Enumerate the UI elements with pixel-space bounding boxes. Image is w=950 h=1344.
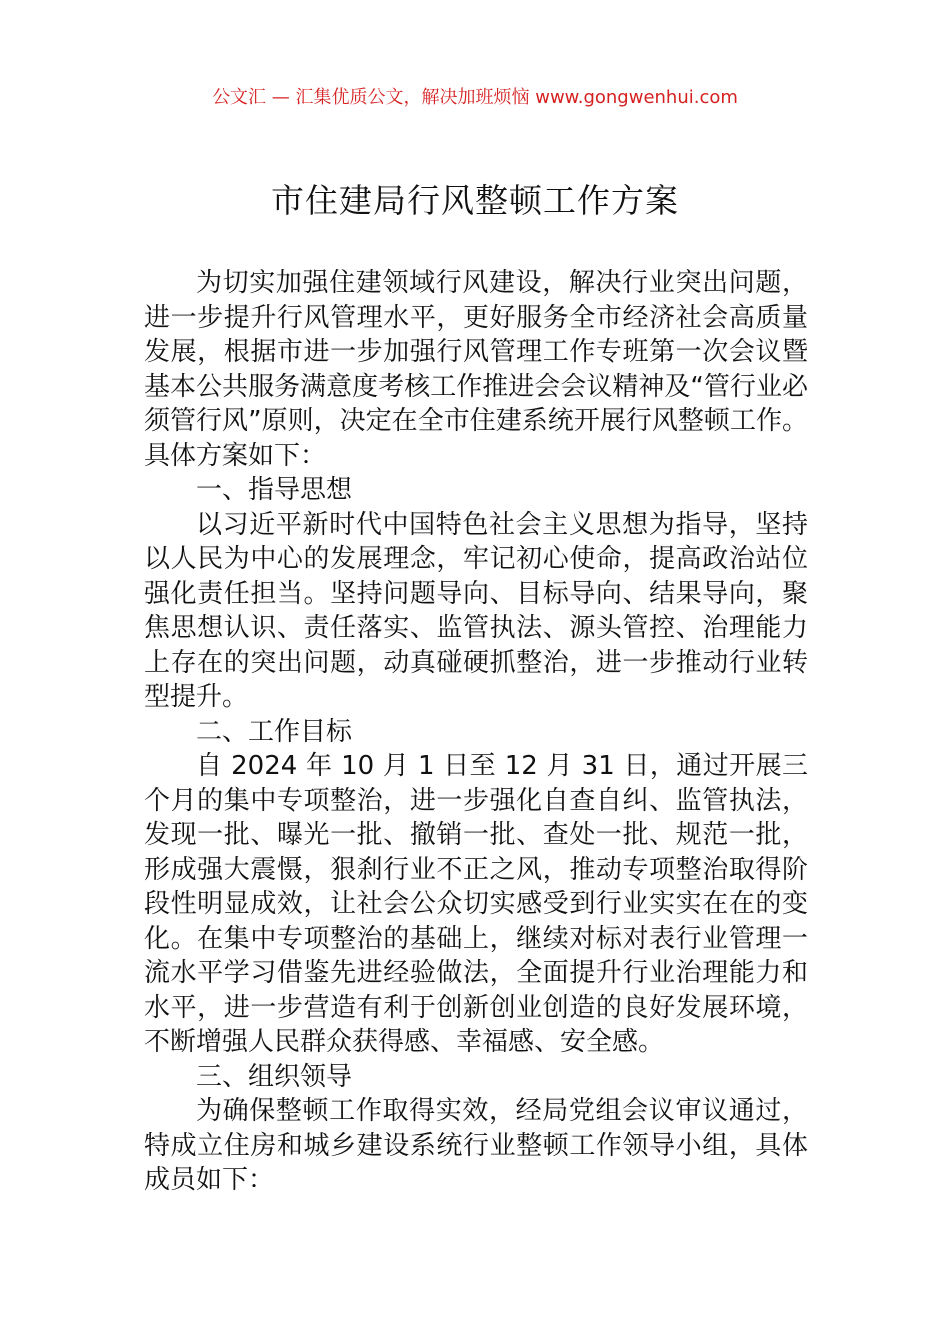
document-body xyxy=(144,266,808,1198)
organization-paragraph: 为确保整顿工作取得实效，经局党组会议审议通过，特成立住房和城乡建设系统行业整顿工作领导小组，具体成员如下： xyxy=(144,1096,808,1195)
intro-paragraph: 为切实加强住建领域行风建设，解决行业突出问题，进一步提升行风管理水平，更好服务全市经济社会高质量发展，根据市进一步加强行风管理工作专班第一次会议暨基本公共服务满意度考核工作推进会会议精神及“管行业必须管行风”原则，决定在全市住建系统开展行风整顿工作。具体方案如下： xyxy=(144,268,808,471)
section-heading-organization: 三、组织领导 xyxy=(196,1061,353,1092)
section-heading-work-goals: 二、工作目标 xyxy=(196,716,353,747)
guiding-ideology-paragraph: 以习近平新时代中国特色社会主义思想为指导，坚持以人民为中心的发展理念，牢记初心使命，提高政治站位强化责任担当。坚持问题导向、目标导向、结果导向，聚焦思想认识、责任落实、监管执法、源头管控、治理能力上存在的突出问题，动真碰硬抓整治，进一步推动行业转型提升。 xyxy=(144,509,808,712)
document-title: 市住建局行风整顿工作方案 xyxy=(271,181,679,220)
work-goals-paragraph: 自 2024 年 10 月 1 日至 12 月 31 日，通过开展三个月的集中专项整治，进一步强化自查自纠、监管执法，发现一批、曝光一批、撤销一批、查处一批、规范一批，形成强大震慑，狠刹行业不正之风，推动专项整治取得阶段性明显成效，让社会公众切实感受到行业实实在在的变化。在集中专项整治的基础上，继续对标对表行业管理一流水平学习借鉴先进经验做法，全面提升行业治理能力和水平，进一步营造有利于创新创业创造的良好发展环境，不断增强人民群众获得感、幸福感、安全感。 xyxy=(144,751,808,1057)
header-banner: 公文汇 — 汇集优质公文，解决加班烦恼 www.gongwenhui.com xyxy=(212,87,738,108)
section-heading-guiding-ideology: 一、指导思想 xyxy=(196,475,353,505)
